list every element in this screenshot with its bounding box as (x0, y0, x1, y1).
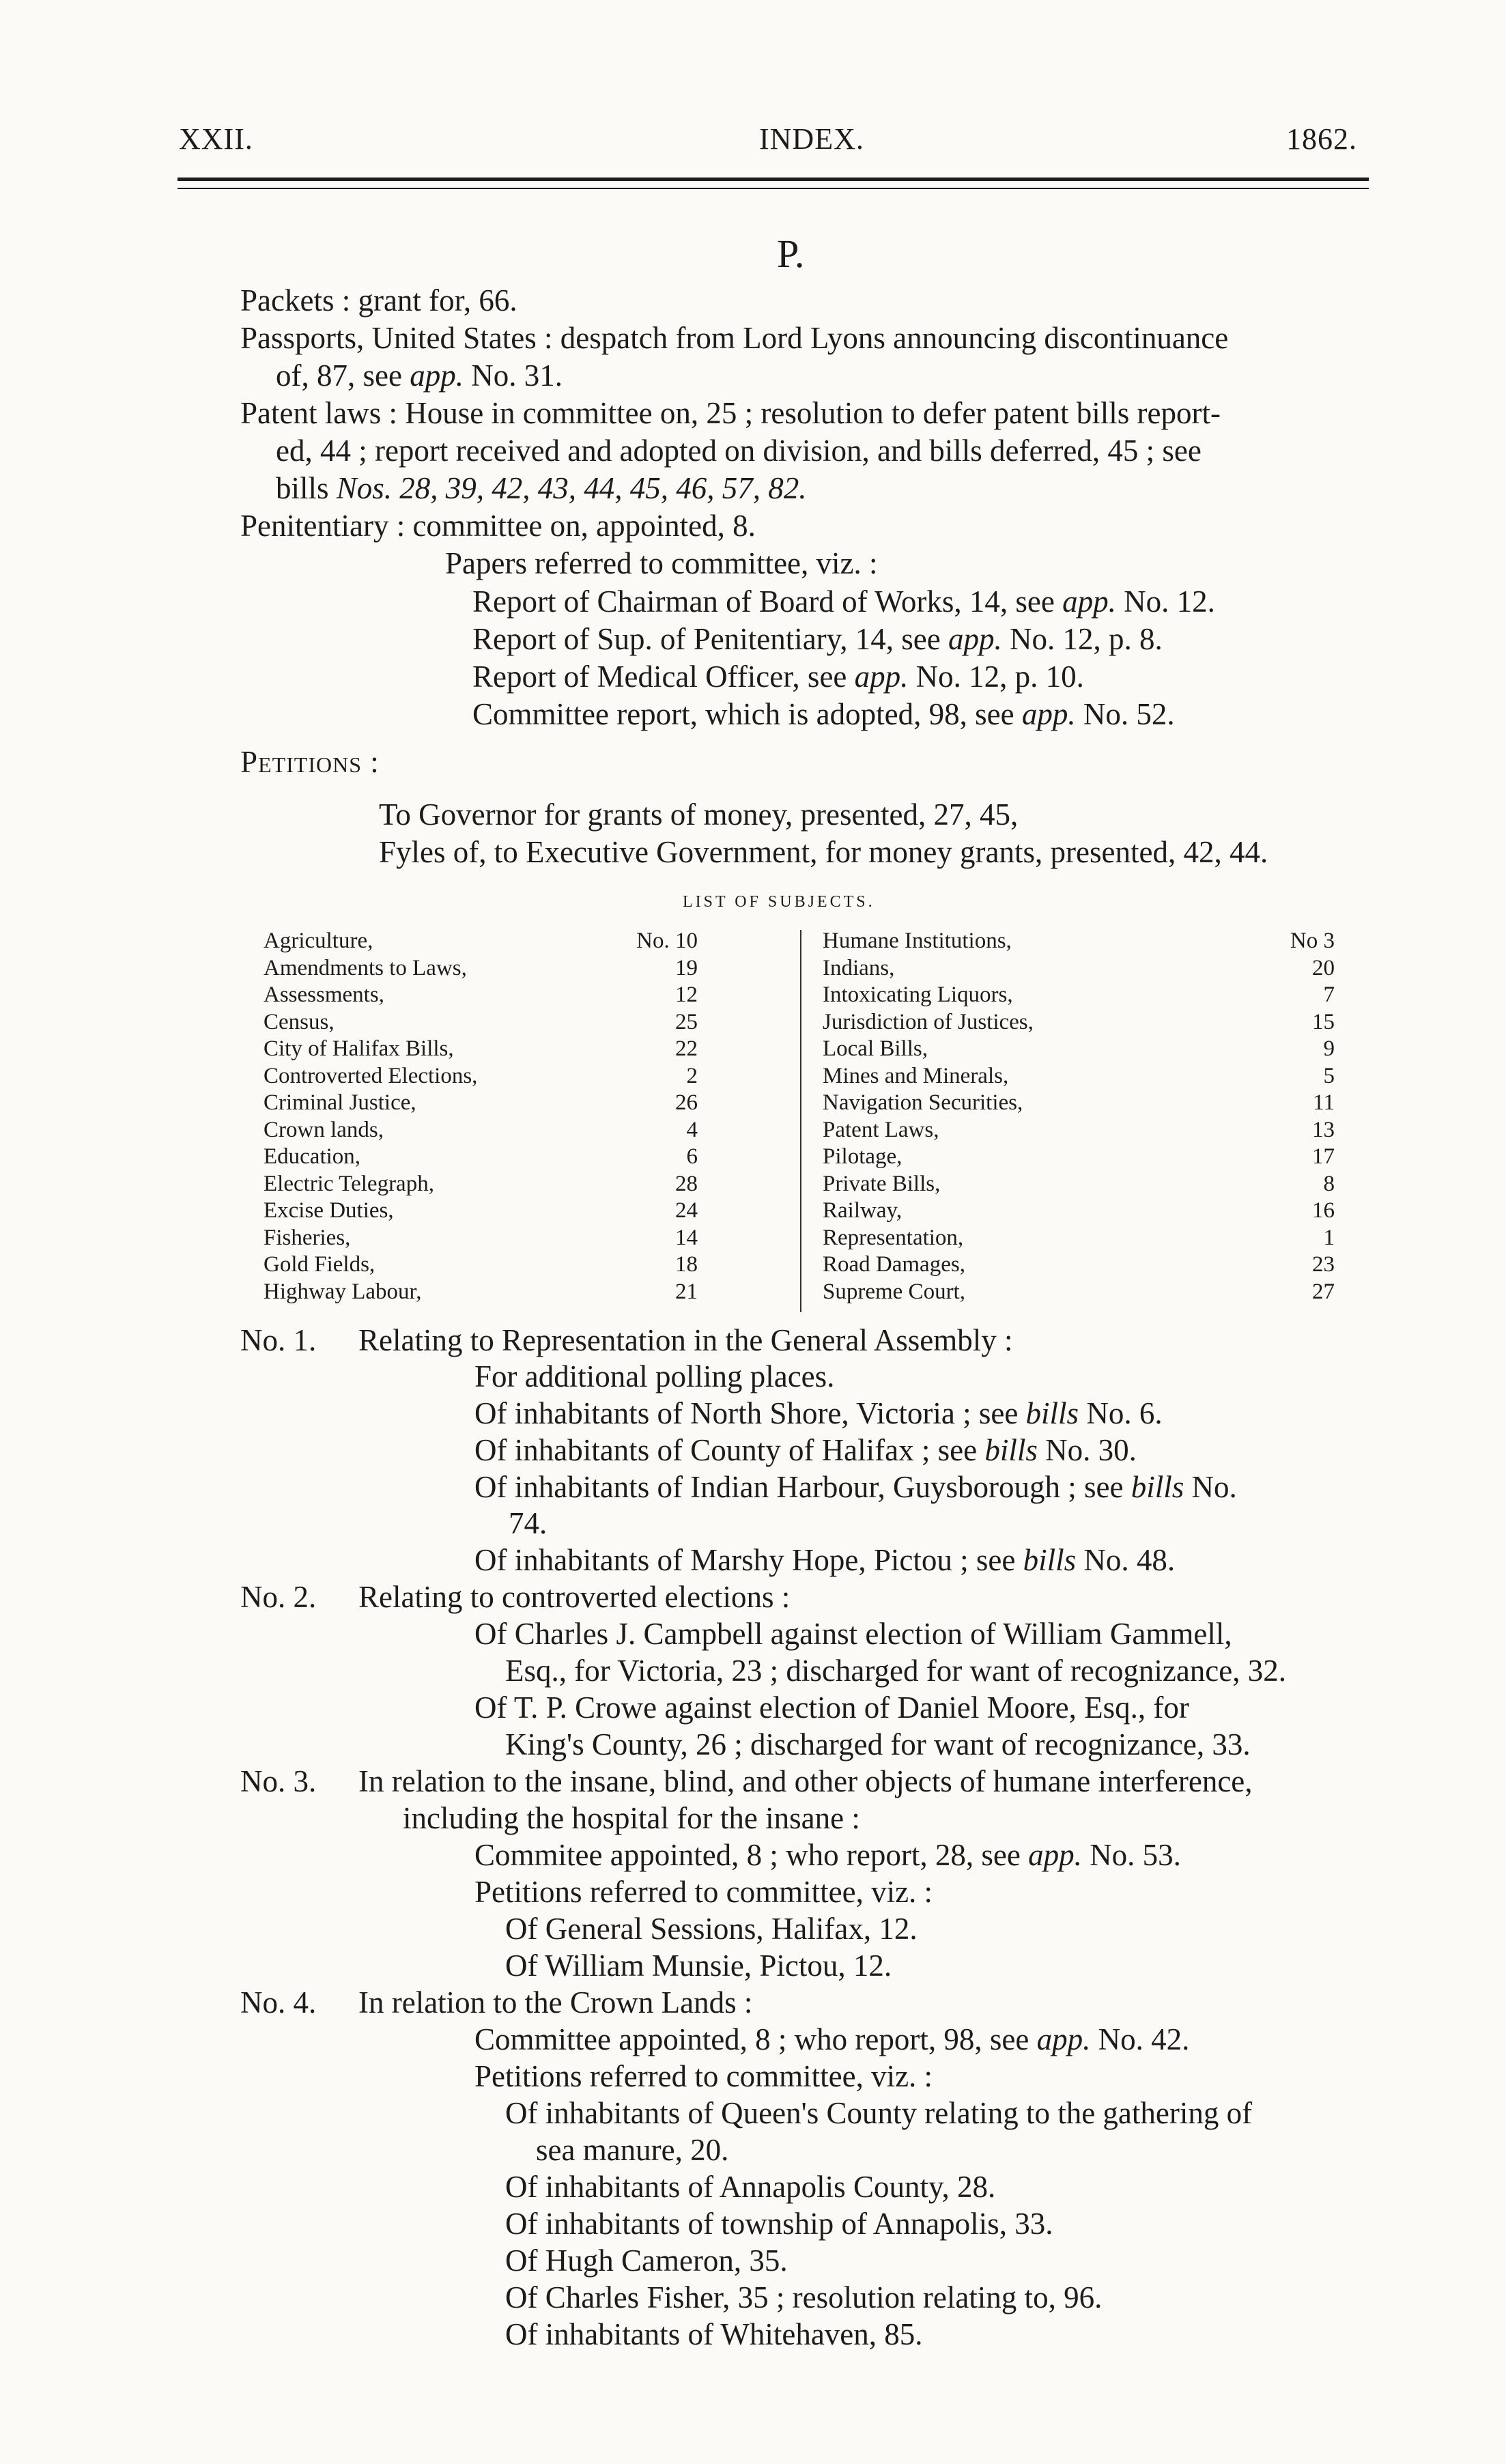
entry-text-line: Of inhabitants of Whitehaven, 85. (505, 2317, 923, 2351)
entry-text-line: sea manure, 20. (536, 2133, 729, 2167)
subject-number: 25 (675, 1009, 698, 1034)
subject-number: 6 (686, 1144, 698, 1169)
header-rule-thin (177, 188, 1369, 189)
subject-name: Private Bills, (823, 1171, 941, 1196)
subject-number: 9 (1323, 1036, 1335, 1061)
index-entry-line: Passports, United States : despatch from Lord Lyons announcing discontinuance (240, 321, 1229, 355)
entry-text-line: Of inhabitants of North Shore, Victoria ; see bills No. 6. (474, 1396, 1163, 1430)
entry-text-line: Petitions referred to committee, viz. : (474, 2059, 933, 2093)
subject-number: 4 (686, 1117, 698, 1142)
subject-number: 28 (675, 1171, 698, 1196)
subject-number: 2 (686, 1063, 698, 1088)
subject-name: Navigation Securities, (823, 1090, 1023, 1115)
subject-name: Gold Fields, (264, 1252, 375, 1277)
subject-number: 26 (675, 1090, 698, 1115)
petitions-line: Fyles of, to Executive Government, for money grants, presented, 42, 44. (379, 835, 1268, 869)
entry-text-line: Of inhabitants of Annapolis County, 28. (505, 2170, 996, 2204)
entry-text-line: King's County, 26 ; discharged for want of recognizance, 33. (505, 1727, 1251, 1761)
entry-number: No. 4. (240, 1985, 317, 2020)
entry-text-line: Of inhabitants of County of Halifax ; see bills No. 30. (474, 1433, 1137, 1467)
header-rule-thick (177, 178, 1369, 181)
entry-text-line: Esq., for Victoria, 23 ; discharged for want of recognizance, 32. (505, 1654, 1287, 1688)
subject-name: Road Damages, (823, 1252, 965, 1277)
subject-name: Controverted Elections, (264, 1063, 478, 1088)
entry-text-line: Committee appointed, 8 ; who report, 98, see app. No. 42. (474, 2022, 1190, 2056)
entry-text-line: In relation to the Crown Lands : (358, 1985, 753, 2020)
entry-text-line: Of Hugh Cameron, 35. (505, 2243, 788, 2278)
subject-number: 21 (675, 1279, 698, 1304)
entry-text-line: Of inhabitants of Indian Harbour, Guysborough ; see bills No. (474, 1470, 1237, 1504)
entry-text-line: Of Charles Fisher, 35 ; resolution relating to, 96. (505, 2280, 1103, 2314)
index-entry-line: bills Nos. 28, 39, 42, 43, 44, 45, 46, 57, 82. (276, 471, 807, 505)
subject-name: Electric Telegraph, (264, 1171, 434, 1196)
entry-text-line: Of Charles J. Campbell against election of William Gammell, (474, 1617, 1232, 1651)
entry-text-line: Relating to controverted elections : (358, 1580, 791, 1614)
index-entry-line: Report of Sup. of Penitentiary, 14, see app. No. 12, p. 8. (472, 622, 1163, 656)
subject-name: Patent Laws, (823, 1117, 939, 1142)
index-entry-line: Report of Medical Officer, see app. No. 12, p. 10. (472, 660, 1084, 694)
subject-number: 24 (675, 1198, 698, 1223)
entry-text-line: Of General Sessions, Halifax, 12. (505, 1912, 918, 1946)
entry-number: No. 3. (240, 1764, 317, 1798)
running-title: INDEX. (759, 122, 864, 156)
index-entry-line: Penitentiary : committee on, appointed, 8. (240, 509, 756, 543)
entry-text-line: Of William Munsie, Pictou, 12. (505, 1949, 892, 1983)
subject-number: 23 (1312, 1252, 1335, 1277)
subject-number: 1 (1323, 1225, 1335, 1250)
entry-text-line: Of inhabitants of township of Annapolis, 33. (505, 2207, 1053, 2241)
subject-number: 14 (675, 1225, 698, 1250)
subject-name: Census, (264, 1009, 335, 1034)
subject-name: Amendments to Laws, (264, 955, 467, 980)
subject-name: Assessments, (264, 982, 384, 1007)
subject-name: Agriculture, (264, 929, 373, 953)
index-entry-line: Report of Chairman of Board of Works, 14, see app. No. 12. (472, 584, 1215, 619)
list-divider (800, 930, 801, 1312)
index-entry-line: Packets : grant for, 66. (240, 283, 517, 317)
subject-name: Fisheries, (264, 1225, 351, 1250)
subject-name: Indians, (823, 955, 895, 980)
subject-name: Criminal Justice, (264, 1090, 416, 1115)
petitions-heading: Petitions : (240, 745, 380, 779)
section-letter: P. (777, 231, 805, 276)
subject-name: Jurisdiction of Justices, (823, 1009, 1034, 1034)
entry-text-line: Of T. P. Crowe against election of Daniel Moore, Esq., for (474, 1690, 1189, 1725)
index-entry-line: Papers referred to committee, viz. : (445, 546, 878, 580)
subject-number: 5 (1323, 1063, 1335, 1088)
page-year: 1862. (1286, 122, 1357, 156)
entry-text-line: 74. (509, 1506, 548, 1540)
subject-number: 17 (1312, 1144, 1335, 1169)
subject-number: No 3 (1290, 929, 1335, 953)
subject-number: 11 (1313, 1090, 1335, 1115)
entry-text-line: Petitions referred to committee, viz. : (474, 1875, 933, 1909)
entry-number: No. 1. (240, 1323, 317, 1357)
subject-number: 18 (675, 1252, 698, 1277)
subject-name: Railway, (823, 1198, 903, 1223)
subject-number: 15 (1312, 1009, 1335, 1034)
subject-name: Excise Duties, (264, 1198, 394, 1223)
subject-number: 22 (675, 1036, 698, 1061)
subject-name: Education, (264, 1144, 361, 1169)
subject-name: Highway Labour, (264, 1279, 422, 1304)
entry-text-line: Of inhabitants of Marshy Hope, Pictou ; see bills No. 48. (474, 1543, 1176, 1577)
subject-number: 19 (675, 955, 698, 980)
subject-name: Pilotage, (823, 1144, 903, 1169)
index-entry-line: ed, 44 ; report received and adopted on division, and bills deferred, 45 ; see (276, 434, 1202, 468)
subject-name: Crown lands, (264, 1117, 384, 1142)
subject-name: Representation, (823, 1225, 964, 1250)
index-entry-line: Committee report, which is adopted, 98, see app. No. 52. (472, 697, 1175, 731)
subject-name: Mines and Minerals, (823, 1063, 1009, 1088)
subject-number: 13 (1312, 1117, 1335, 1142)
entry-text-line: Of inhabitants of Queen's County relating to the gathering of (505, 2096, 1253, 2130)
subject-number: 8 (1323, 1171, 1335, 1196)
index-entry-line: of, 87, see app. No. 31. (276, 358, 563, 393)
subject-name: City of Halifax Bills, (264, 1036, 454, 1061)
entry-text-line: Relating to Representation in the General Assembly : (358, 1323, 1013, 1357)
subject-number: 7 (1323, 982, 1335, 1007)
entry-text-line: Commitee appointed, 8 ; who report, 28, see app. No. 53. (474, 1838, 1181, 1872)
entry-text-line: For additional polling places. (474, 1359, 835, 1393)
subject-number: 16 (1312, 1198, 1335, 1223)
subject-name: Humane Institutions, (823, 929, 1012, 953)
subject-name: Local Bills, (823, 1036, 928, 1061)
subject-number: 12 (675, 982, 698, 1007)
entry-number: No. 2. (240, 1580, 317, 1614)
index-entry-line: Patent laws : House in committee on, 25 ; resolution to defer patent bills report- (240, 396, 1221, 430)
subject-name: Intoxicating Liquors, (823, 982, 1013, 1007)
page-number: XXII. (179, 122, 253, 156)
subject-name: Supreme Court, (823, 1279, 965, 1304)
list-title: LIST OF SUBJECTS. (683, 893, 875, 911)
subject-number: 20 (1312, 955, 1335, 980)
subject-number: No. 10 (636, 929, 698, 953)
entry-text-line: including the hospital for the insane : (403, 1801, 860, 1835)
entry-text-line: In relation to the insane, blind, and other objects of humane interference, (358, 1764, 1253, 1798)
petitions-line: To Governor for grants of money, presented, 27, 45, (379, 797, 1019, 832)
subject-number: 27 (1312, 1279, 1335, 1304)
